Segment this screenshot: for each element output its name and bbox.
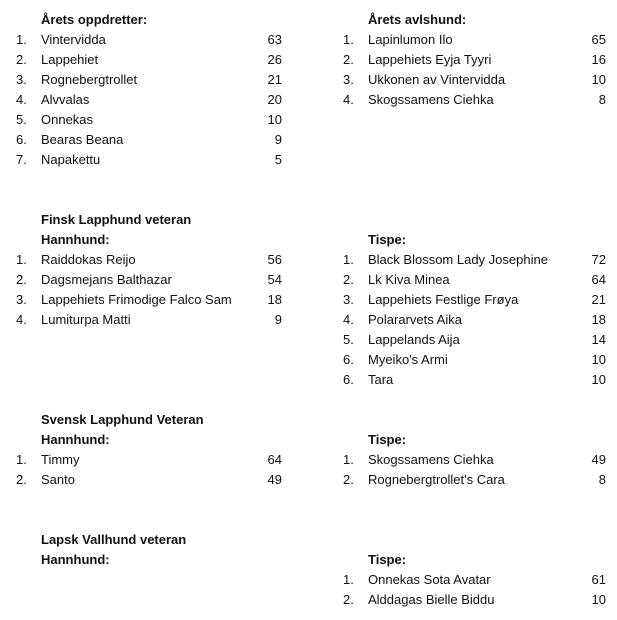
rank-number: 5. — [16, 112, 27, 127]
points: 9 — [274, 132, 282, 147]
spacer — [0, 490, 300, 510]
points: 5 — [274, 152, 282, 167]
list-item — [0, 250, 300, 270]
spacer — [0, 330, 300, 350]
points: 63 — [267, 32, 282, 47]
points: 26 — [267, 52, 282, 67]
list-item — [322, 330, 617, 350]
points: 54 — [267, 272, 282, 287]
list-item — [322, 370, 617, 390]
rank-number: 6. — [343, 352, 354, 367]
section-heading-row — [322, 550, 617, 570]
list-item — [0, 310, 300, 330]
dog-name: Black Blossom Lady Josephine — [368, 252, 548, 267]
dog-name: Rognebergtrollet — [41, 72, 138, 87]
section-heading: Finsk Lapphund veteran — [41, 212, 192, 227]
list-item — [0, 70, 300, 90]
rank-number: 2. — [343, 52, 354, 67]
dog-name: Lk Kiva Minea — [368, 272, 450, 287]
points: 10 — [591, 592, 606, 607]
rank-number: 2. — [343, 272, 354, 287]
dog-name: Ukkonen av Vintervidda — [368, 72, 506, 87]
rank-number: 4. — [343, 312, 354, 327]
section-heading: Hannhund: — [41, 552, 110, 567]
dog-name: Onnekas Sota Avatar — [368, 572, 491, 587]
spacer — [322, 190, 617, 210]
section-heading-row — [0, 10, 300, 30]
points: 18 — [267, 292, 282, 307]
list-item — [322, 250, 617, 270]
list-item — [322, 50, 617, 70]
dog-name: Raiddokas Reijo — [41, 252, 136, 267]
list-item — [322, 350, 617, 370]
list-item — [322, 90, 617, 110]
dog-name: Santo — [41, 472, 75, 487]
rank-number: 6. — [343, 372, 354, 387]
dog-name: Polararvets Aika — [368, 312, 462, 327]
points: 65 — [591, 32, 606, 47]
dog-name: Timmy — [41, 452, 80, 467]
points: 8 — [598, 472, 606, 487]
rank-number: 1. — [16, 252, 27, 267]
list-item — [0, 50, 300, 70]
spacer — [322, 110, 617, 130]
section-heading-row — [0, 230, 300, 250]
spacer — [322, 510, 617, 530]
list-item — [0, 150, 300, 170]
right-column — [322, 0, 617, 610]
list-item — [322, 570, 617, 590]
left-list — [0, 10, 300, 570]
dog-name: Dagsmejans Balthazar — [41, 272, 172, 287]
points: 10 — [591, 72, 606, 87]
list-item — [0, 30, 300, 50]
points: 9 — [274, 312, 282, 327]
dog-name: Lappehiets Eyja Tyyri — [368, 52, 492, 67]
rank-number: 1. — [16, 32, 27, 47]
rank-number: 1. — [343, 452, 354, 467]
rank-number: 5. — [343, 332, 354, 347]
list-item — [322, 590, 617, 610]
section-heading-row — [0, 550, 300, 570]
dog-name: Lappehiets Festlige Frøya — [368, 292, 519, 307]
rank-number: 3. — [343, 72, 354, 87]
rank-number: 4. — [343, 92, 354, 107]
spacer — [322, 390, 617, 410]
section-heading: Tispe: — [368, 232, 407, 247]
rank-number: 3. — [343, 292, 354, 307]
rank-number: 2. — [16, 52, 27, 67]
dog-name: Napakettu — [41, 152, 101, 167]
list-item — [0, 290, 300, 310]
dog-name: Lapinlumon Ilo — [368, 32, 453, 47]
section-heading: Tispe: — [368, 552, 407, 567]
points: 10 — [591, 372, 606, 387]
section-heading-row — [0, 210, 300, 230]
rank-number: 6. — [16, 132, 27, 147]
dog-name: Alddagas Bielle Biddu — [368, 592, 495, 607]
dog-name: Tara — [368, 372, 394, 387]
rank-number: 2. — [16, 272, 27, 287]
points: 49 — [267, 472, 282, 487]
dog-name: Skogssamens Ciehka — [368, 452, 494, 467]
spacer — [0, 350, 300, 370]
dog-name: Lumiturpa Matti — [41, 312, 131, 327]
spacer — [322, 410, 617, 430]
list-item — [0, 130, 300, 150]
section-heading-row — [322, 430, 617, 450]
section-heading: Hannhund: — [41, 232, 110, 247]
rank-number: 4. — [16, 312, 27, 327]
dog-name: Rognebergtrollet's Cara — [368, 472, 505, 487]
list-item — [0, 450, 300, 470]
section-heading-row — [0, 530, 300, 550]
spacer — [0, 170, 300, 190]
section-heading: Svensk Lapphund Veteran — [41, 412, 204, 427]
list-item — [0, 90, 300, 110]
left-column — [0, 0, 300, 570]
list-item — [322, 30, 617, 50]
points: 18 — [591, 312, 606, 327]
spacer — [322, 210, 617, 230]
rank-number: 1. — [343, 252, 354, 267]
list-item — [322, 470, 617, 490]
top-padding — [0, 0, 300, 10]
list-item — [0, 470, 300, 490]
points: 56 — [267, 252, 282, 267]
list-item — [322, 450, 617, 470]
rank-number: 2. — [16, 472, 27, 487]
points: 14 — [591, 332, 606, 347]
dog-name: Lappehiets Frimodige Falco Sam — [41, 292, 232, 307]
points: 16 — [591, 52, 606, 67]
rank-number: 2. — [343, 592, 354, 607]
section-heading: Årets avlshund: — [368, 12, 467, 27]
spacer — [0, 370, 300, 390]
list-item — [322, 290, 617, 310]
rank-number: 3. — [16, 292, 27, 307]
points: 64 — [591, 272, 606, 287]
points: 64 — [267, 452, 282, 467]
points: 72 — [591, 252, 606, 267]
top-padding — [322, 0, 617, 10]
spacer — [0, 390, 300, 410]
rank-number: 4. — [16, 92, 27, 107]
spacer — [0, 510, 300, 530]
section-heading: Lapsk Vallhund veteran — [41, 532, 187, 547]
section-heading: Hannhund: — [41, 432, 110, 447]
points: 8 — [598, 92, 606, 107]
rank-number: 1. — [343, 32, 354, 47]
points: 21 — [267, 72, 282, 87]
dog-name: Lappelands Aija — [368, 332, 460, 347]
dog-name: Myeiko's Armi — [368, 352, 448, 367]
list-item — [0, 110, 300, 130]
rank-number: 7. — [16, 152, 27, 167]
spacer — [322, 150, 617, 170]
spacer — [322, 170, 617, 190]
section-heading: Tispe: — [368, 432, 407, 447]
list-item — [322, 70, 617, 90]
dog-name: Alvvalas — [41, 92, 90, 107]
dog-name: Lappehiet — [41, 52, 99, 67]
spacer — [0, 190, 300, 210]
right-list — [322, 10, 617, 610]
spacer — [322, 490, 617, 510]
points: 10 — [267, 112, 282, 127]
list-item — [0, 270, 300, 290]
dog-name: Bearas Beana — [41, 132, 124, 147]
section-heading: Årets oppdretter: — [41, 12, 148, 27]
dog-name: Skogssamens Ciehka — [368, 92, 494, 107]
rank-number: 1. — [343, 572, 354, 587]
spacer — [322, 530, 617, 550]
dog-name: Vintervidda — [41, 32, 106, 47]
spacer — [322, 130, 617, 150]
section-heading-row — [0, 430, 300, 450]
list-item — [322, 270, 617, 290]
list-item — [322, 310, 617, 330]
section-heading-row — [0, 410, 300, 430]
points: 21 — [591, 292, 606, 307]
rank-number: 2. — [343, 472, 354, 487]
section-heading-row — [322, 10, 617, 30]
rank-number: 1. — [16, 452, 27, 467]
points: 49 — [591, 452, 606, 467]
section-heading-row — [322, 230, 617, 250]
points: 61 — [591, 572, 606, 587]
points: 10 — [591, 352, 606, 367]
rank-number: 3. — [16, 72, 27, 87]
dog-name: Onnekas — [41, 112, 94, 127]
points: 20 — [267, 92, 282, 107]
